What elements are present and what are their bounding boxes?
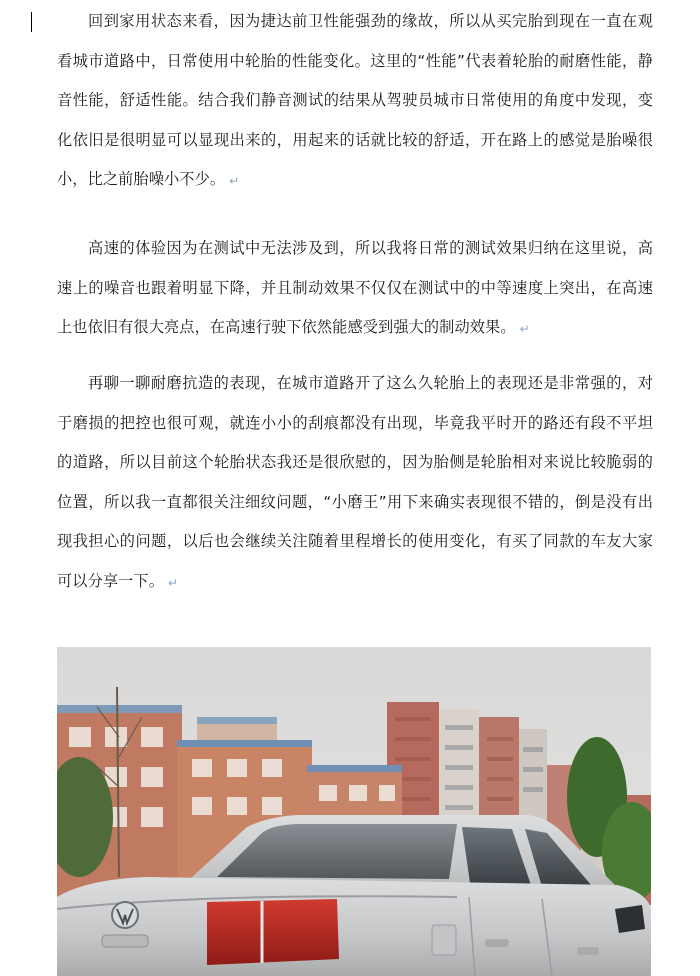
paragraph-mark-icon: ↵: [519, 322, 530, 336]
car-photo: [57, 647, 651, 976]
paragraph-1: [57, 2, 653, 201]
paragraph-2: [57, 229, 653, 349]
paragraph-mark-icon: ↵: [229, 174, 240, 188]
paragraph-mark-icon: ↵: [168, 575, 179, 590]
paragraph-3: [57, 364, 653, 602]
text-cursor: [31, 12, 32, 32]
paragraph-1-text: 回到家用状态来看，因为捷达前卫性能强劲的缘故，所以从买完胎到现在一直在观看城市道路中，日常使用中轮胎的性能变化。这里的“性能”代表着轮胎的耐磨性能，静音性能，舒适性能。结合我们静音测试的结果从驾驶员城市日常使用的角度中发现，变化依旧是很明显可以显现出来的，用起来的话就比较的舒适，开在路上的感觉是胎噪很小，比之前胎噪小不少。: [57, 12, 653, 188]
paragraph-3-text: 再聊一聊耐磨抗造的表现，在城市道路开了这么久轮胎上的表现还是非常强的，对于磨损的把控也很可观，就连小小的刮痕都没有出现，毕竟我平时开的路还有段不平坦的道路，所以目前这个轮胎状态我还是很欣慰的，因为胎侧是轮胎相对来说比较脆弱的位置，所以我一直都很关注细纹问题，“小磨王”用下来确实表现很不错的，倒是没有出现我担心的问题，以后也会继续关注随着里程增长的使用变化，有买了同款的车友大家可以分享一下。: [57, 374, 653, 590]
paragraph-2-text: 高速的体验因为在测试中无法涉及到，所以我将日常的测试效果归纳在这里说，高速上的噪音也跟着明显下降，并且制动效果不仅仅在测试中的中等速度上突出，在高速上也依旧有很大亮点，在高速行驶下依然能感受到强大的制动效果。: [57, 239, 653, 336]
